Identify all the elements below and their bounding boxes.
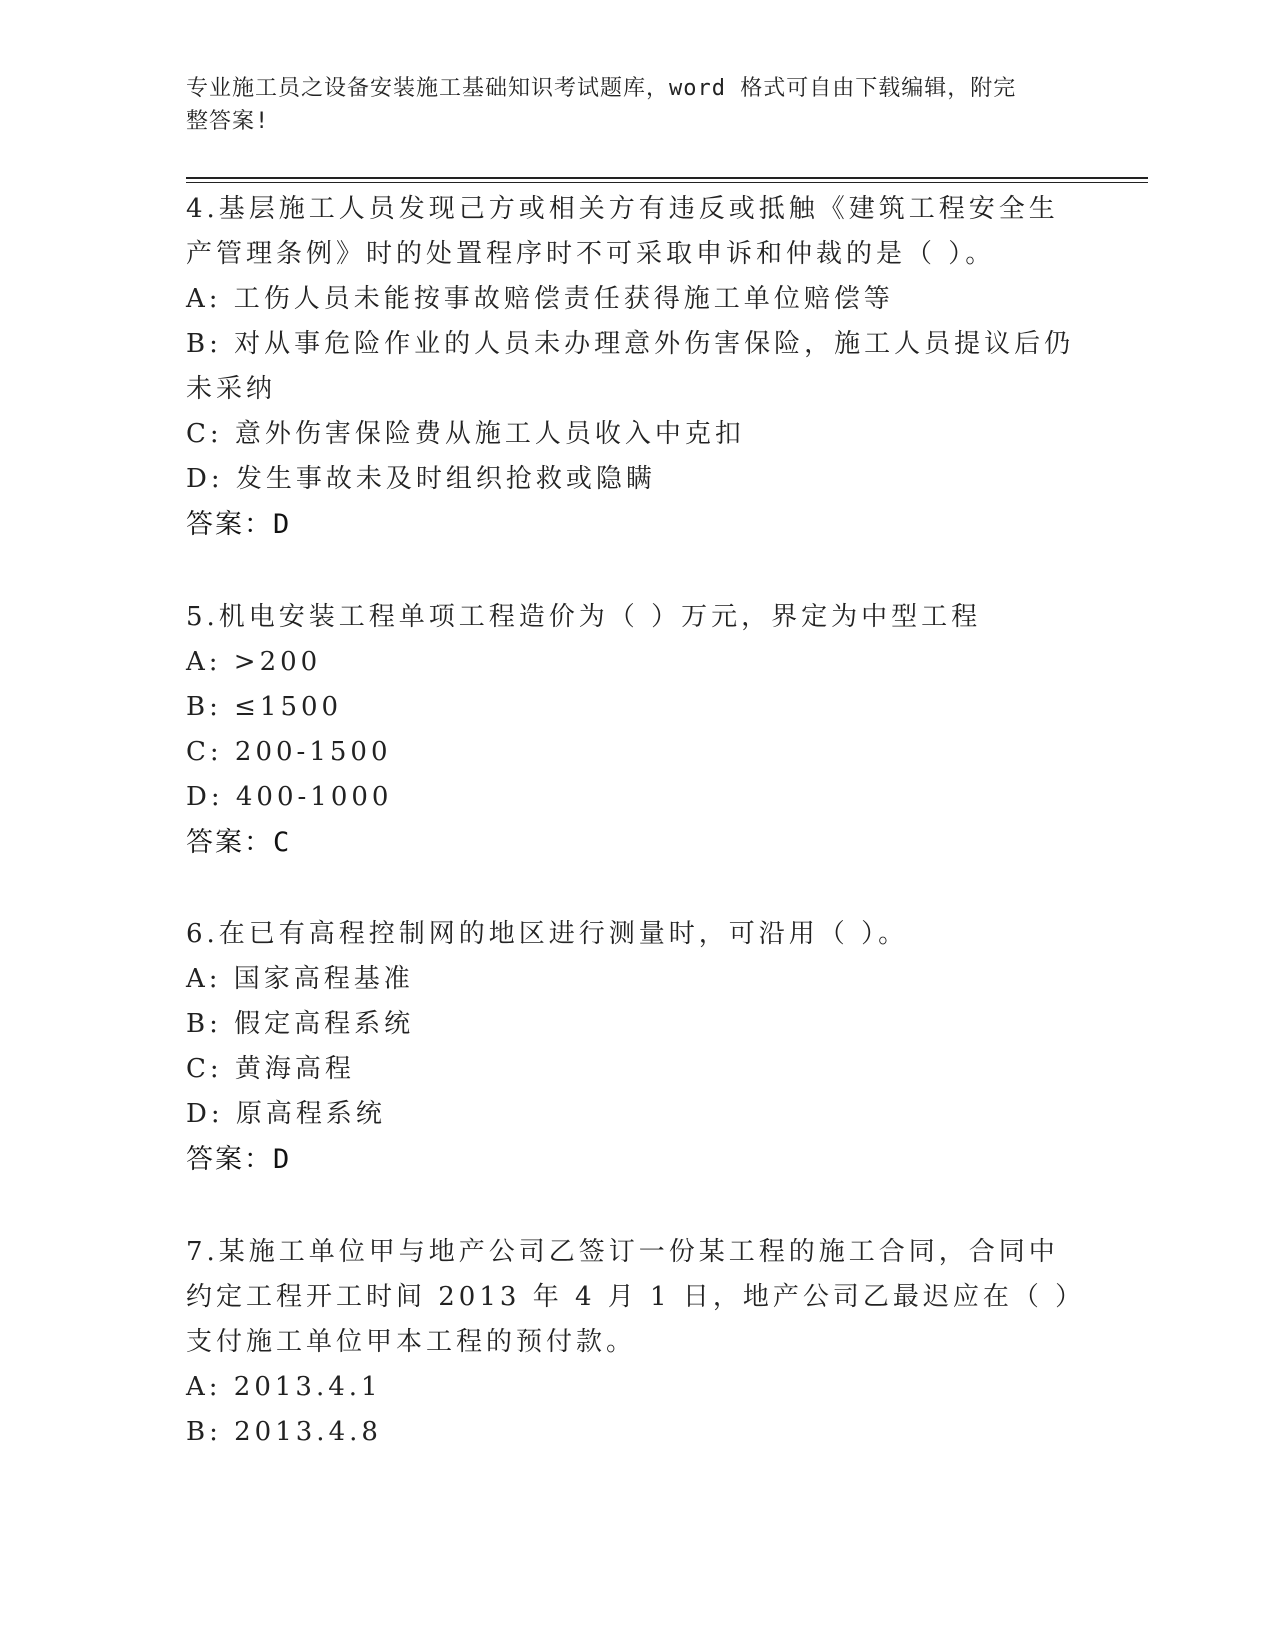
question-4 — [186, 187, 1086, 547]
option-b: B: ≤1500 — [186, 692, 343, 722]
header-line-2: 整答案! — [186, 109, 270, 134]
header-line-1: 专业施工员之设备安装施工基础知识考试题库，word 格式可自由下载编辑，附完 — [186, 76, 1017, 101]
question-6 — [186, 912, 1086, 1182]
question-stem: 6.在已有高程控制网的地区进行测量时，可沿用（ ）。 — [186, 919, 909, 949]
option-a: A: 2013.4.1 — [186, 1372, 382, 1402]
option-c: C: 200-1500 — [186, 737, 392, 767]
option-d: D: 发生事故未及时组织抢救或隐瞒 — [186, 464, 656, 494]
answer: 答案：C — [186, 827, 292, 858]
header-divider-thick — [186, 177, 1148, 179]
option-a: A: >200 — [186, 647, 322, 677]
option-d: D: 原高程系统 — [186, 1099, 386, 1129]
option-c: C: 意外伤害保险费从施工人员收入中克扣 — [186, 419, 745, 449]
question-stem: 7.某施工单位甲与地产公司乙签订一份某工程的施工合同，合同中约定工程开工时间 2013 年 4 月 1 日，地产公司乙最迟应在（ ）支付施工单位甲本工程的预付款。 — [186, 1237, 1086, 1357]
question-7 — [186, 1230, 1086, 1455]
option-b: B: 对从事危险作业的人员未办理意外伤害保险，施工人员提议后仍未采纳 — [186, 329, 1075, 404]
option-a: A: 国家高程基准 — [186, 964, 414, 994]
answer: 答案：D — [186, 509, 292, 540]
question-stem: 5.机电安装工程单项工程造价为（ ）万元，界定为中型工程 — [186, 602, 982, 632]
question-stem: 4.基层施工人员发现己方或相关方有违反或抵触《建筑工程安全生产管理条例》时的处置程序时不可采取申诉和仲裁的是（ ）。 — [186, 194, 1059, 269]
answer: 答案：D — [186, 1144, 292, 1175]
option-b: B: 假定高程系统 — [186, 1009, 415, 1039]
document-header — [186, 72, 1066, 138]
header-divider-thin — [186, 182, 1148, 183]
option-a: A: 工伤人员未能按事故赔偿责任获得施工单位赔偿等 — [186, 284, 894, 314]
question-5 — [186, 595, 1086, 865]
option-c: C: 黄海高程 — [186, 1054, 355, 1084]
option-b: B: 2013.4.8 — [186, 1417, 382, 1447]
option-d: D: 400-1000 — [186, 782, 393, 812]
